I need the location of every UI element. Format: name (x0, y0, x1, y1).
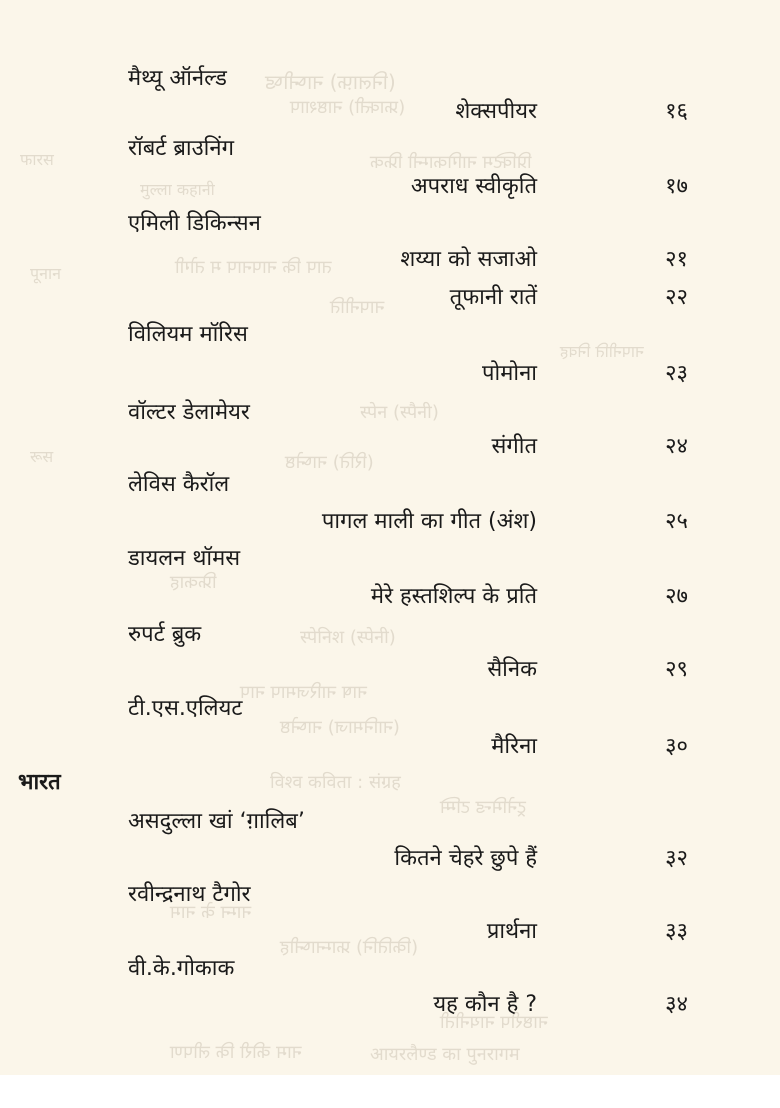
page-number: ३२ (665, 846, 688, 871)
page-number: २१ (665, 247, 688, 272)
poet-name: मैथ्यू ऑर्नल्ड (128, 66, 227, 91)
bottom-margin (0, 1075, 780, 1108)
page-number: ३३ (665, 919, 688, 944)
page-number: १७ (665, 174, 688, 199)
page: (निलाफ़) नाष्नीष्ड (फ्राक्ती) नाष्ठशाप प्रिक्टिम नागिकाम्नी फ्रिक फारस मुल्ला कहानी पूनान ताप कि नापनाप म तोगी नापनीति नापनीति निवह स्पेन (स्पैनी) (रिति) नाष्नेष्ठ रूस फ्रिकाह स्पेनिश (स्पेनी) नाष नारिजमाप नाप (नानिमाज) नाष्नेष्ठ विश्व कविता : संग्रह ट्रनेमिन्ड टम्मि नाम्न के नाम (कितिनि) फ्राम्नाष्नीह नाष्ठरीप नायनीती नाम कीरी कि लीपण आयरलैण्ड का पुनरागम मैथ्यू ऑर्नल्ड शेक्सपीयर १६ रॉबर्ट ब्राउनिंग अपराध स्वीकृति १७ एमिली डिकिन्सन शय्या को सजाओ २१ तूफानी रातें २२ विलियम मॉरिस पोमोना २३ वॉल्टर डेलामेयर संगीत २४ लेविस कैरॉल पागल माली का गीत (अंश) २५ डायलन थॉमस मेरे हस्तशिल्प के प्रति २७ रुपर्ट ब्रुक सैनिक २९ टी.एस.एलियट मैरिना ३० भारत असदुल्ला खां ‘ग़ालिब’ कितने चेहरे छुपे हैं ३२ रवीन्द्रनाथ टैगोर प्रार्थना ३३ वी.के.गोकाक यह कौन है ? ३४ (0, 0, 780, 1075)
poem-title: तूफानी रातें (449, 285, 537, 310)
page-number: १६ (665, 99, 688, 124)
page-number: २२ (665, 285, 688, 310)
poet-name: टी.एस.एलियट (128, 696, 243, 721)
poet-name: डायलन थॉमस (128, 546, 241, 571)
poet-name: एमिली डिकिन्सन (128, 211, 261, 236)
poem-title: मैरिना (491, 734, 537, 759)
page-number: ३४ (665, 992, 688, 1017)
poet-name: रवीन्द्रनाथ टैगोर (128, 882, 251, 907)
poet-name: वॉल्टर डेलामेयर (128, 400, 250, 425)
page-number: २४ (665, 434, 688, 459)
poet-name: रॉबर्ट ब्राउनिंग (128, 136, 234, 161)
page-number: २५ (665, 509, 688, 534)
poem-title: अपराध स्वीकृति (410, 174, 537, 199)
poet-name: रुपर्ट ब्रुक (128, 622, 202, 647)
poem-title: शय्या को सजाओ (400, 247, 537, 272)
page-number: २९ (665, 657, 688, 682)
poet-name: वी.के.गोकाक (128, 956, 235, 981)
poem-title: यह कौन है ? (433, 992, 537, 1017)
poem-title: पागल माली का गीत (अंश) (321, 509, 537, 534)
page-number: २७ (665, 584, 688, 609)
poem-title: संगीत (491, 434, 537, 459)
poem-title: शेक्सपीयर (455, 99, 537, 124)
page-number: २३ (665, 361, 688, 386)
poet-name: लेविस कैरॉल (128, 472, 230, 497)
poem-title: मेरे हस्तशिल्प के प्रति (370, 584, 537, 609)
poet-name: विलियम मॉरिस (128, 322, 248, 347)
poem-title: पोमोना (482, 361, 537, 386)
section-heading: भारत (18, 770, 61, 795)
poet-name: असदुल्ला खां ‘ग़ालिब’ (128, 809, 305, 834)
page-number: ३० (665, 734, 688, 759)
poem-title: कितने चेहरे छुपे हैं (394, 846, 537, 871)
poem-title: प्रार्थना (486, 919, 537, 944)
poem-title: सैनिक (487, 657, 537, 682)
